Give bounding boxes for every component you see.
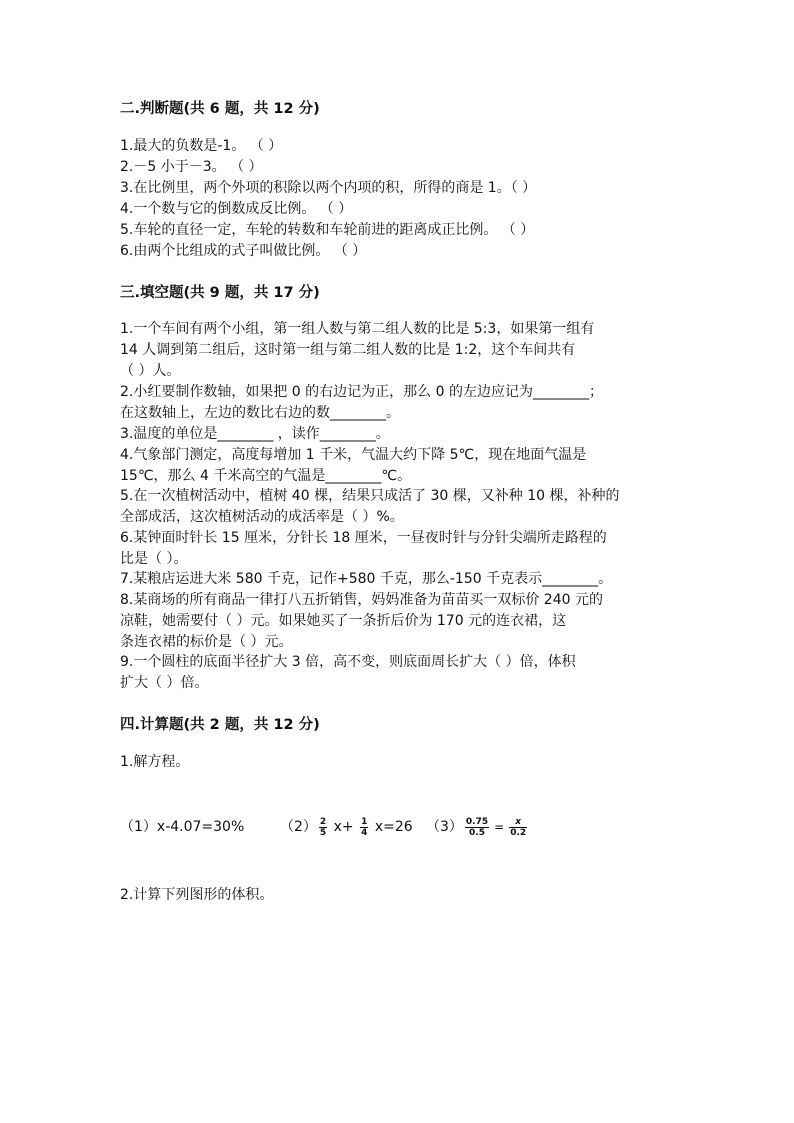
- judge-item-3: 3.在比例里，两个外项的积除以两个内项的积，所得的商是 1。（ ）: [120, 180, 537, 196]
- fill-line: 全部成活，这次植树活动的成活率是（ ）%。: [120, 509, 404, 525]
- judge-item-1: 1.最大的负数是-1。 （ ）: [120, 138, 283, 154]
- fill-line: 9.一个圆柱的底面半径扩大 3 倍，高不变，则底面周长扩大（ ）倍，体积: [120, 654, 576, 670]
- equation-2: （2） $\frac{2}{5}$ x+ $\frac{1}{4}$ x=26: [280, 816, 413, 838]
- fill-line: 比是（ ）。: [120, 551, 188, 567]
- calc-question-2: 2.计算下列图形的体积。: [120, 887, 274, 903]
- fill-line: 4.气象部门测定，高度每增加 1 千米，气温大约下降 5℃，现在地面气温是: [120, 447, 587, 463]
- fill-line: 5.在一次植树活动中，植树 40 棵，结果只成活了 30 棵，又补种 10 棵，补种的: [120, 488, 620, 504]
- judge-item-6: 6.由两个比组成的式子叫做比例。 （ ）: [120, 243, 367, 259]
- fraction: $\frac{x}{0.2}$: [510, 816, 527, 838]
- fraction: $\frac{0.75}{0.5}$: [465, 816, 489, 838]
- fill-line: 条连衣裙的标价是（ ）元。: [120, 634, 293, 650]
- fill-line: 3.温度的单位是________ ，读作________。: [120, 426, 390, 442]
- fill-line: 8.某商场的所有商品一律打八五折销售，妈妈准备为苗苗买一双标价 240 元的: [120, 592, 603, 608]
- fill-line: 7.某粮店运进大米 580 千克，记作+580 千克，那么-150 千克表示________。: [120, 571, 613, 587]
- fill-line: 15℃，那么 4 千米高空的气温是________℃。: [120, 468, 412, 484]
- equation-1: （1）x-4.07=30%: [120, 819, 245, 835]
- judge-item-2: 2.－5 小于－3。 （ ）: [120, 159, 263, 175]
- section-2-title: 二.判断题(共 6 题，共 12 分): [120, 101, 320, 117]
- fill-line: 凉鞋，她需要付（ ）元。如果她买了一条折后价为 170 元的连衣裙，这: [120, 613, 567, 629]
- fill-line: 在这数轴上，左边的数比右边的数________。: [120, 405, 400, 421]
- fill-line: 1.一个车间有两个小组，第一组人数与第二组人数的比是 5:3，如果第一组有: [120, 321, 595, 337]
- section-4-title: 四.计算题(共 2 题，共 12 分): [120, 717, 320, 733]
- fill-line: 2.小红要制作数轴，如果把 0 的右边记为正，那么 0 的左边应记为________；: [120, 384, 603, 400]
- judge-item-4: 4.一个数与它的倒数成反比例。 （ ）: [120, 201, 353, 217]
- fill-line: （ ）人。: [120, 363, 181, 379]
- fill-line: 扩大（ ）倍。: [120, 675, 209, 691]
- fill-line: 14 人调到第二组后，这时第一组与第二组人数的比是 1:2，这个车间共有: [120, 342, 576, 358]
- fraction: $\frac{2}{5}$: [319, 816, 327, 838]
- equation-3: （3） $\frac{0.75}{0.5}$ = $\frac{x}{0.2}$: [426, 816, 527, 838]
- calc-question-1: 1.解方程。: [120, 754, 190, 770]
- fraction: $\frac{1}{4}$: [361, 816, 368, 838]
- fill-line: 6.某钟面时针长 15 厘米，分针长 18 厘米，一昼夜时针与分针尖端所走路程的: [120, 530, 607, 546]
- section-3-title: 三.填空题(共 9 题，共 17 分): [120, 285, 320, 301]
- judge-item-5: 5.车轮的直径一定，车轮的转数和车轮前进的距离成正比例。 （ ）: [120, 222, 535, 238]
